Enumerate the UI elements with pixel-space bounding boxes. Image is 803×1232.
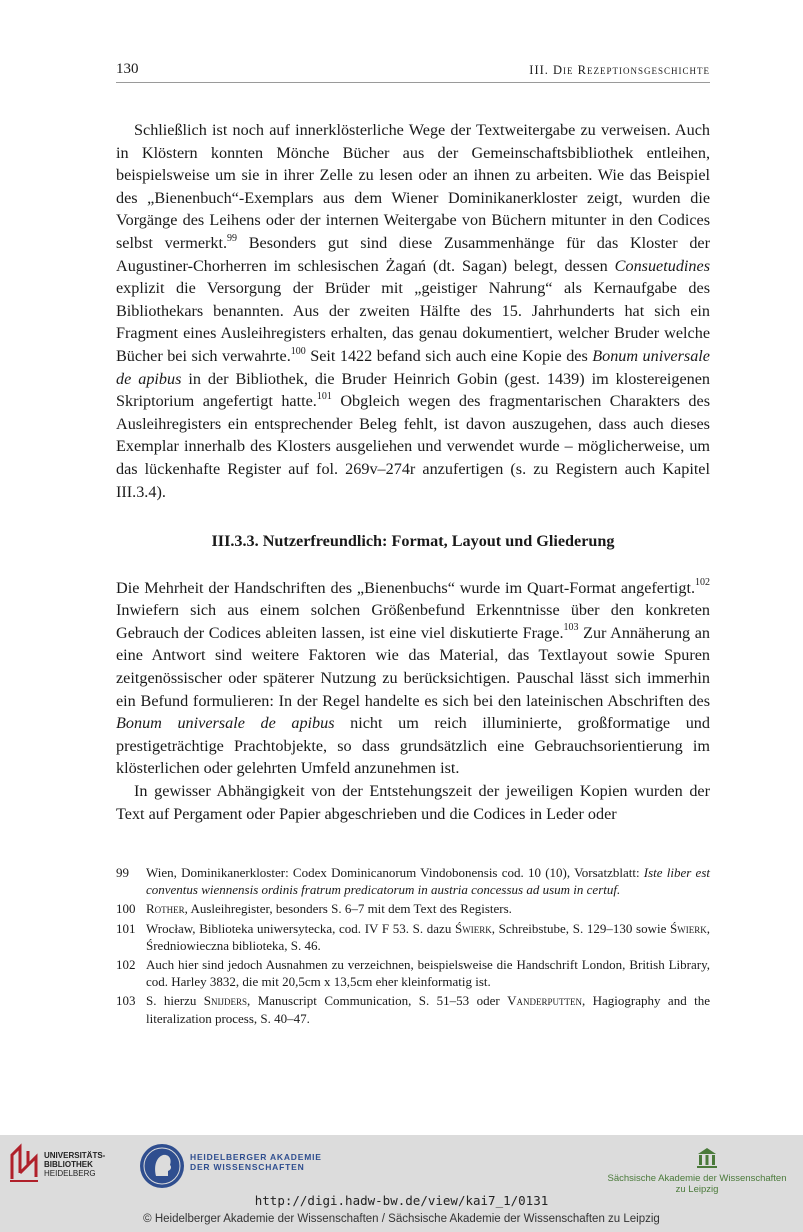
paragraph-1: Schließlich ist noch auf innerklösterliche Wege der Textweitergabe zu verweisen. Auch in Klöstern konnten Mönche Bücher aus der Gemeinschaftsbibliothek entleihen, beispielsweise um sie in ihrer Zelle zu lesen oder an ihnen zu arbeiten. Wie das Beispiel des „Bienenbuch“-Exemplars aus dem Wiener Dominikanerkloster zeigt, wurden die Vorgänge des Leihens oder der internen Weitergabe von Büchern mitunter in den Codices selbst vermerkt.$^{99}$ Besonders gut sind diese Zusammenhänge für das Kloster der Augustiner-Chorherren im schlesischen Żagań (dt. Sagan) belegt, dessen Consuetudines explizit die Versorgung der Brüder mit „geistiger Nahrung“ als Kernaufgabe des Bibliothekars benannten. Aus der zweiten Hälfte des 15. Jahrhunderts hat sich ein Fragment eines Ausleihregisters erhalten, das genau dokumentiert, welcher Bruder welche Bücher bei sich verwahrte.$^{100}$ Seit 1422 befand sich auch eine Kopie des Bonum universale de apibus in der Bibliothek, die Bruder Heinrich Gobin (gest. 1439) im klostereigenen Skriptorium angefertigt hatte.$^{101}$ Obgleich wegen des fragmentarischen Charakters des Ausleihregisters ein entsprechender Beleg fehlt, ist davon auszugehen, dass auch dieses Exemplar innerhalb des Klosters ausgeliehen und verwendet wurde – möglicherweise, um das lückenhafte Register auf fol. 269v–274r anzufertigen (s. zu Registern auch Kapitel III.3.4).	[116, 121, 710, 501]
footnote-text: Auch hier sind jedoch Ausnahmen zu verzeichnen, beispielsweise die Handschrift London, British Library, cod. Harley 3832, die mit 20,5cm x 13,5cm eher kleinformatig ist.	[146, 957, 710, 990]
footnote-text: Rother, Ausleihregister, besonders S. 6–7 mit dem Text des Registers.	[146, 901, 512, 917]
footnote-number: 99	[116, 865, 129, 880]
paragraph-2: Die Mehrheit der Handschriften des „Bienenbuchs“ wurde im Quart-Format angefertigt.$^{102}$ Inwiefern sich aus einem solchen Größenbefund Erkenntnisse über den konkreten Gebrauch der Codices ableiten lassen, ist eine viel diskutierte Frage.$^{103}$ Zur Annäherung an eine Antwort sind weitere Faktoren wie das Material, das Textlayout sowie Spuren zeitgenössischer oder späterer Nutzung zu berücksichtigen. Pauschal lässt sich immerhin ein Befund formulieren: In der Regel handelte es sich bei den lateinischen Abschriften des Bonum universale de apibus nicht um reich illuminierte, großformatige und prestigeträchtige Prachtobjekte, so dass grundsätzlich eine Gebrauchsorientierung im klösterlichen oder gelehrten Umfeld anzunehmen ist.	[116, 577, 710, 778]
footnote-102	[116, 956, 710, 990]
ub-heidelberg-name[interactable]: UNIVERSITÄTS- BIBLIOTHEK HEIDELBERG	[44, 1151, 106, 1178]
hadw-head-logo-icon[interactable]	[138, 1142, 186, 1195]
footnote-number: 103	[116, 993, 136, 1009]
footnote-101	[116, 920, 710, 954]
footnote-ref-100[interactable]: 100	[290, 345, 306, 357]
running-head: III. Die Rezeptionsgeschichte	[529, 63, 710, 77]
footnote-ref-101[interactable]: 101	[316, 390, 332, 402]
footnote-ref-102[interactable]: 102	[695, 577, 710, 589]
footnote-99	[116, 864, 710, 898]
footnote-number: 100	[116, 901, 136, 917]
section-heading: III.3.3. Nutzerfreundlich: Format, Layout und Gliederung	[211, 532, 615, 551]
hadw-name[interactable]: HEIDELBERGER AKADEMIE DER WISSENSCHAFTEN	[190, 1152, 322, 1172]
page-number: 130	[116, 61, 139, 77]
saw-name[interactable]: Sächsische Akademie der Wissenschaften zu Leipzig	[607, 1173, 787, 1195]
footnote-103	[116, 992, 710, 1026]
digitization-footer	[0, 1135, 803, 1232]
main-text	[116, 119, 710, 825]
footnotes	[116, 864, 710, 1029]
footnote-number: 102	[116, 957, 136, 973]
ub-heidelberg-logo-icon[interactable]	[8, 1143, 42, 1188]
footnote-ref-99[interactable]: 99	[227, 232, 238, 244]
footnote-100	[116, 900, 710, 917]
footnote-number: 101	[116, 920, 136, 936]
page-header	[116, 60, 710, 83]
permalink-url[interactable]: http://digi.hadw-bw.de/view/kai7_1/0131	[254, 1193, 549, 1208]
saw-building-logo-icon[interactable]	[696, 1147, 718, 1174]
footnote-ref-103[interactable]: 103	[563, 622, 579, 634]
footnote-text: S. hierzu Snijders, Manuscript Communication, S. 51–53 oder Vanderputten, Hagiography and the literalization process, S. 40–47.	[146, 993, 710, 1026]
footnote-text: Wien, Dominikanerkloster: Codex Dominicanorum Vindobonensis cod. 10 (10), Vorsatzblatt: Iste liber est conventus wiennensis ordinis fratrum predicatorum in austria concessus ad usum in certuf.	[146, 865, 710, 898]
footnote-text: Wrocław, Biblioteka uniwersytecka, cod. IV F 53. S. dazu Świerk, Schreibstube, S. 129–130 sowie Świerk, Średniowieczna biblioteka, S. 46.	[146, 920, 710, 953]
paragraph-3: In gewisser Abhängigkeit von der Entstehungszeit der jeweiligen Kopien wurden der Text auf Pergament oder Papier abgeschrieben und die Codices in Leder oder	[116, 782, 710, 823]
copyright-notice: © Heidelberger Akademie der Wissenschaften / Sächsische Akademie der Wissenschaften zu Leipzig	[143, 1213, 660, 1225]
